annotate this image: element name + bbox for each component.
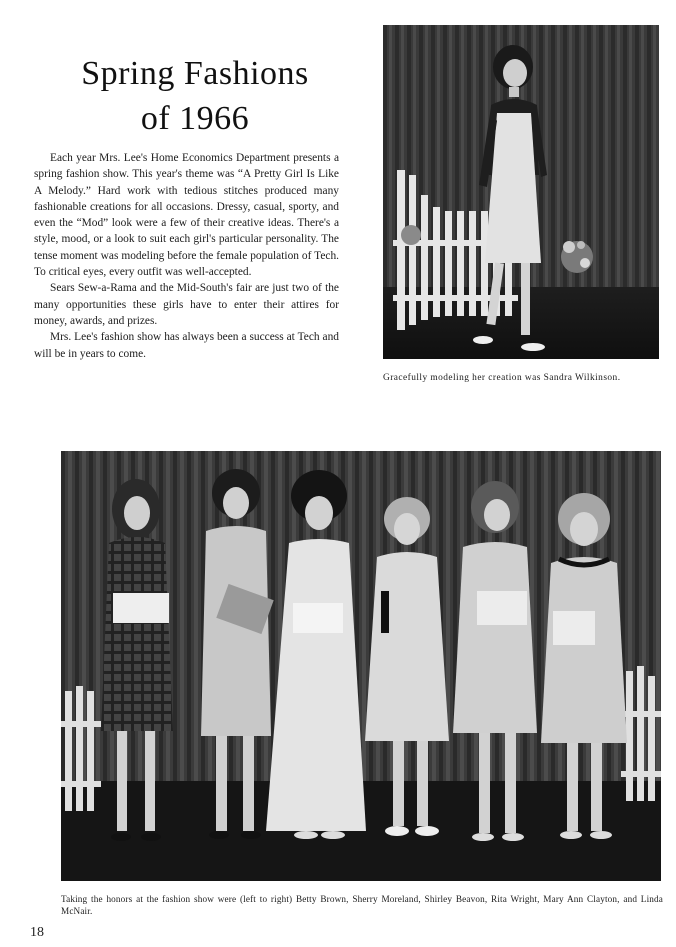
photo-award-winners xyxy=(61,451,661,881)
body-paragraph-2: Sears Sew-a-Rama and the Mid-South's fair are just two of the many opportunities these girls have to enter their attires for money, awards, and prizes. xyxy=(34,282,339,327)
bottom-photo-caption: Taking the honors at the fashion show were (left to right) Betty Brown, Sherry Moreland, Shirley Beavon, Rita Wright, Mary Ann Clayton, and Linda McNair. xyxy=(61,894,663,916)
title-line-2: of 1966 xyxy=(140,99,250,137)
body-paragraph-1: Each year Mrs. Lee's Home Economics Department presents a spring fashion show. This year's theme was “A Pretty Girl Is Like A Melody.” Hard work with tedious stitches produced many fashionable creations for all occasions. Dressy, casual, sporty, and even the “Mod” look were a few of their creative ideas. There's a style, mood, or a look to suit each girl's particular personality. The tense moment was modeling before the female population of Tech. To critical eyes, every outfit was well-accepted. xyxy=(34,152,339,279)
article-body xyxy=(34,150,339,362)
title-line-1: Spring Fashions xyxy=(81,54,309,92)
photo-model-on-stage xyxy=(383,25,659,359)
page-number: 18 xyxy=(30,925,44,940)
top-photo-caption: Gracefully modeling her creation was Sandra Wilkinson. xyxy=(383,373,621,383)
body-paragraph-3: Mrs. Lee's fashion show has always been a success at Tech and will be in years to come. xyxy=(34,331,339,360)
page-title xyxy=(30,51,360,141)
